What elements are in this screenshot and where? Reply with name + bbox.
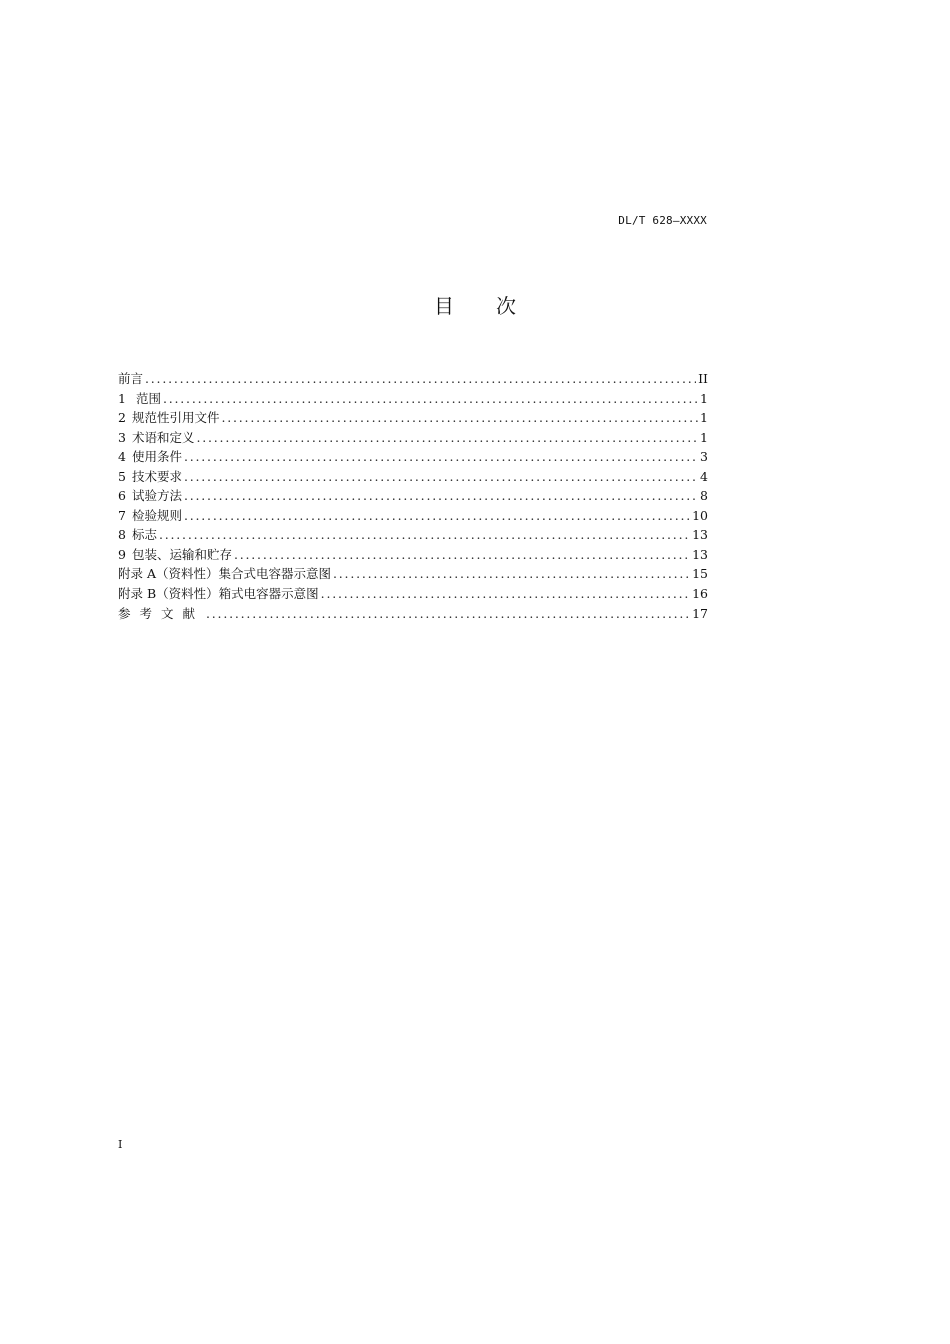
toc-entry-page: 15: [692, 566, 708, 581]
toc-entry-text: 前言: [118, 371, 144, 386]
toc-entry-annex-a[interactable]: [118, 564, 708, 584]
toc-entry-technical-requirements[interactable]: [118, 467, 708, 487]
toc-entry-text: 包装、运输和贮存: [131, 546, 232, 562]
toc-entry-normative-references[interactable]: [118, 408, 708, 428]
toc-entry-number: 6: [118, 488, 126, 503]
toc-entry-test-methods[interactable]: [118, 486, 708, 506]
toc-entry-number: 3: [118, 429, 126, 445]
toc-leader-dots: [333, 564, 690, 584]
toc-entry-page: 13: [692, 527, 708, 542]
toc-entry-page: 13: [692, 546, 708, 562]
toc-entry-page: 1: [700, 429, 708, 445]
toc-entry-service-conditions[interactable]: [118, 447, 708, 467]
toc-leader-dots: [184, 486, 698, 506]
toc-entry-annex-b[interactable]: [118, 584, 708, 604]
toc-leader-dots: [234, 545, 690, 565]
toc-entry-inspection-rules[interactable]: [118, 506, 708, 526]
toc-entry-text: 标志: [131, 527, 157, 542]
toc-entry-text: 使用条件: [131, 449, 182, 464]
toc-entry-scope[interactable]: [118, 389, 708, 409]
toc-leader-dots: [184, 506, 690, 526]
toc-leader-dots: [206, 603, 690, 625]
toc-leader-dots: [145, 369, 696, 389]
toc-entry-text: 规范性引用文件: [131, 410, 220, 425]
toc-entry-page: 16: [692, 585, 708, 601]
toc-title-part1: 目: [434, 294, 454, 318]
toc-entry-page: II: [698, 371, 708, 386]
toc-entry-terms-definitions[interactable]: [118, 428, 708, 448]
toc-entry-page: 1: [700, 410, 708, 425]
toc-entry-marking[interactable]: [118, 525, 708, 545]
toc-entry-page: 17: [692, 606, 708, 621]
toc-entry-number: 4: [118, 449, 126, 464]
toc-leader-dots: [159, 525, 690, 545]
toc-entry-text: 技术要求: [131, 468, 182, 484]
toc-entry-number: 2: [118, 410, 126, 425]
toc-entry-text: 试验方法: [131, 488, 182, 503]
toc-entry-number: 1: [118, 390, 126, 406]
toc-entry-text: 范围: [135, 390, 161, 406]
toc-title-part2: 次: [496, 294, 516, 318]
toc-title: [0, 290, 950, 319]
toc-entry-page: 10: [692, 507, 708, 523]
toc-entry-page: 3: [700, 449, 708, 464]
toc-entry-number: 5: [118, 468, 126, 484]
table-of-contents: [118, 369, 708, 625]
toc-entry-page: 4: [700, 468, 708, 484]
toc-entry-number: 7: [118, 507, 126, 523]
toc-leader-dots: [184, 447, 698, 467]
toc-entry-bibliography[interactable]: [118, 603, 708, 625]
toc-entry-number: 9: [118, 546, 126, 562]
document-code: DL/T 628—XXXX: [618, 214, 707, 227]
toc-leader-dots: [321, 584, 690, 604]
toc-entry-number: 8: [118, 527, 126, 542]
toc-entry-foreword[interactable]: [118, 369, 708, 389]
toc-entry-text: 附录 A（资料性）集合式电容器示意图: [118, 566, 332, 581]
toc-leader-dots: [196, 428, 698, 448]
toc-entry-page: 8: [700, 488, 708, 503]
toc-entry-text: 检验规则: [131, 507, 182, 523]
toc-leader-dots: [184, 467, 698, 487]
toc-entry-text: 附录 B（资料性）箱式电容器示意图: [118, 585, 319, 601]
toc-leader-dots: [221, 408, 698, 428]
toc-entry-packaging-transport-storage[interactable]: [118, 545, 708, 565]
toc-entry-page: 1: [700, 390, 708, 406]
toc-leader-dots: [163, 389, 698, 409]
toc-entry-text: 参考文献: [118, 606, 205, 621]
page-number: I: [118, 1138, 123, 1151]
toc-entry-text: 术语和定义: [131, 429, 195, 445]
